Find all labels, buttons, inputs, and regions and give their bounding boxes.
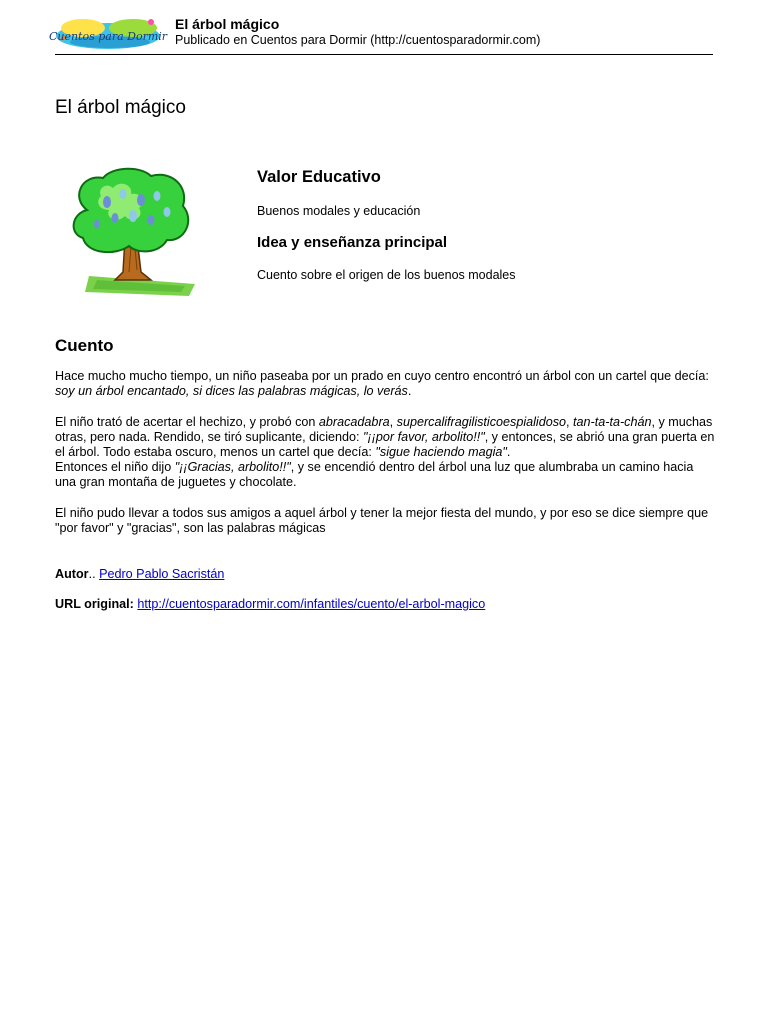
story-text: , y entonces, se abrió una gran puerta en el árbol. Todo estaba oscuro, menos un cartel que decía: bbox=[55, 429, 715, 459]
valor-educativo-text: Buenos modales y educación bbox=[257, 204, 421, 218]
story-emphasis: "sigue haciendo magia" bbox=[375, 445, 507, 459]
story-emphasis: soy un árbol encantado, si dices las palabras mágicas, lo verás bbox=[55, 384, 408, 399]
story-emphasis: abracadabra bbox=[318, 414, 390, 429]
original-url-link[interactable]: http://cuentosparadormir.com/infantiles/cuento/el-arbol-magico bbox=[137, 597, 486, 611]
valor-educativo-heading: Valor Educativo bbox=[257, 168, 381, 186]
story-paragraph bbox=[55, 369, 715, 399]
site-logo bbox=[48, 16, 168, 50]
story-paragraph: El niño pudo llevar a todos sus amigos a aquel árbol y tener la mejor fiesta del mundo, y por eso se dice siempre que "por favor" y "gracias", son las palabras mágicas bbox=[55, 505, 709, 535]
idea-text: Cuento sobre el origen de los buenos modales bbox=[257, 268, 516, 282]
story-text: , bbox=[566, 414, 574, 429]
story-emphasis: supercalifragilisticoespialidoso bbox=[396, 414, 567, 429]
cuento-heading: Cuento bbox=[55, 336, 114, 355]
story-text: Entonces el niño dijo bbox=[55, 460, 175, 475]
story-text: , y muchas otras, pero nada. Rendido, se tiró suplicante, diciendo: bbox=[55, 414, 713, 444]
story-text: . bbox=[407, 384, 412, 399]
page-header bbox=[48, 12, 713, 55]
author-label: Autor bbox=[55, 567, 89, 581]
url-line bbox=[55, 597, 485, 611]
author-line bbox=[55, 567, 224, 581]
author-separator: .. bbox=[88, 567, 96, 581]
story-emphasis: tan-ta-ta-chán bbox=[573, 414, 652, 429]
tree-illustration bbox=[67, 168, 197, 300]
story-body bbox=[55, 369, 715, 551]
idea-heading: Idea y enseñanza principal bbox=[257, 234, 448, 251]
site-title: El árbol mágico bbox=[175, 16, 280, 32]
story-text: El niño trató de acertar el hechizo, y probó con bbox=[55, 414, 319, 429]
site-subtitle: Publicado en Cuentos para Dormir (http://cuentosparadormir.com) bbox=[175, 33, 541, 47]
story-emphasis: "¡¡por favor, arbolito!!" bbox=[363, 429, 485, 444]
url-label: URL original: bbox=[55, 597, 134, 611]
story-text: , y se encendió dentro del árbol una luz que alumbraba un camino hacia una gran montaña de juguetes y chocolate. bbox=[55, 460, 694, 490]
story-emphasis: "¡¡Gracias, arbolito!!" bbox=[174, 460, 291, 475]
story-text: , bbox=[389, 414, 397, 429]
author-link[interactable]: Pedro Pablo Sacristán bbox=[99, 567, 225, 581]
svg-text:Cuentos para Dormir: Cuentos para Dormir bbox=[48, 30, 168, 43]
story-text: Hace mucho mucho tiempo, un niño paseaba por un prado en cuyo centro encontró un árbol con un cartel que decía: bbox=[55, 369, 709, 383]
story-text: . bbox=[506, 445, 511, 459]
story-paragraph bbox=[55, 415, 715, 491]
page-title: El árbol mágico bbox=[55, 97, 186, 118]
